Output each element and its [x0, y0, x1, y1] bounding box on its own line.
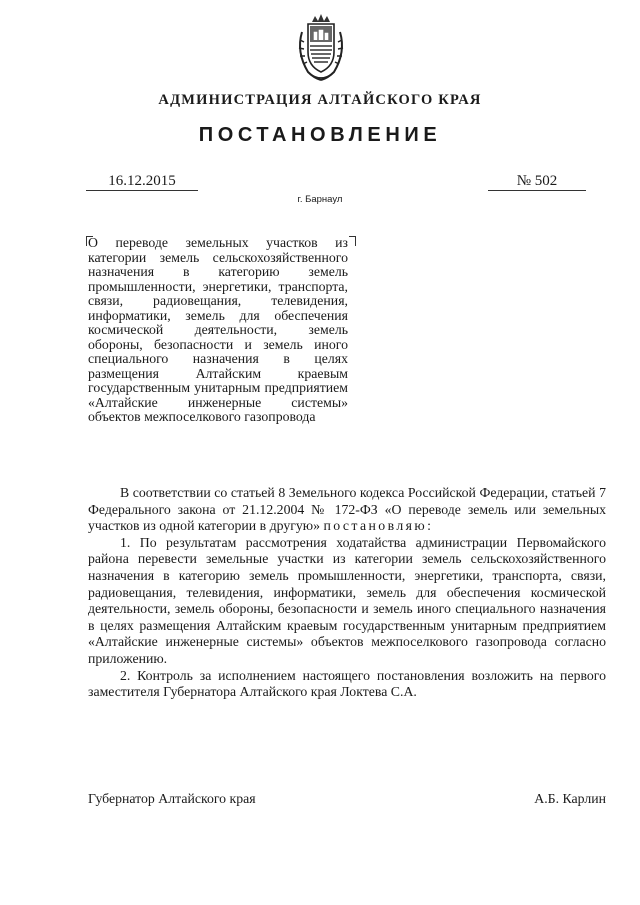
- signatory-name: А.Б. Карлин: [534, 791, 606, 806]
- document-number: № 502: [488, 172, 586, 191]
- item-1-paragraph: 1. По результатам рассмотрения ходатайства администрации Первомайского района перевести земельные участки из категории земель сельскохозяйственного назначения в категорию земель промышленности, энергетики, транспорта, связи, радиовещания, телевидения, информатики, земель для обеспечения космической деятельности, земель обороны, безопасности и земель иного специального назначения в целях размещения Алтайским краевым государственным унитарным предприятием «Алтайские инженерные системы» объектов межпоселкового газопровода согласно приложению.: [88, 534, 606, 666]
- item-2-paragraph: 2. Контроль за исполнением настоящего постановления возложить на первого заместителя Губернатора Алтайского края Локтева С.А.: [88, 667, 606, 700]
- coat-of-arms-icon: [294, 12, 348, 82]
- bracket-left-icon: [86, 236, 93, 246]
- bracket-right-icon: [349, 236, 356, 246]
- preamble-text: В соответствии со статьей 8 Земельного кодекса Российской Федерации, статьей 7 Федерального закона от 21.12.2004 № 172-ФЗ «О переводе земель или земельных участков из одной категории в другую»: [88, 485, 606, 534]
- document-date: 16.12.2015: [86, 172, 198, 191]
- document-city: г. Барнаул: [297, 194, 343, 205]
- signatory-position: Губернатор Алтайского края: [88, 791, 256, 806]
- document-body: [88, 485, 606, 701]
- preamble-paragraph: [88, 485, 606, 535]
- resolve-word: постановляю:: [323, 518, 434, 534]
- organization-title: АДМИНИСТРАЦИЯ АЛТАЙСКОГО КРАЯ: [158, 92, 482, 108]
- subject-text: О переводе земельных участков из категории земель сельскохозяйственного назначения в категорию земель промышленности, энергетики, транспорта, связи, радиовещания, телевидения, информатики, земель для обеспечения космической деятельности, земель обороны, безопасности и земель иного специального назначения в целях размещения Алтайским краевым государственным унитарным предприятием «Алтайские инженерные системы» объектов межпоселкового газопровода: [88, 235, 348, 424]
- subject-block: [88, 236, 348, 425]
- document-type-title: ПОСТАНОВЛЕНИЕ: [198, 124, 442, 146]
